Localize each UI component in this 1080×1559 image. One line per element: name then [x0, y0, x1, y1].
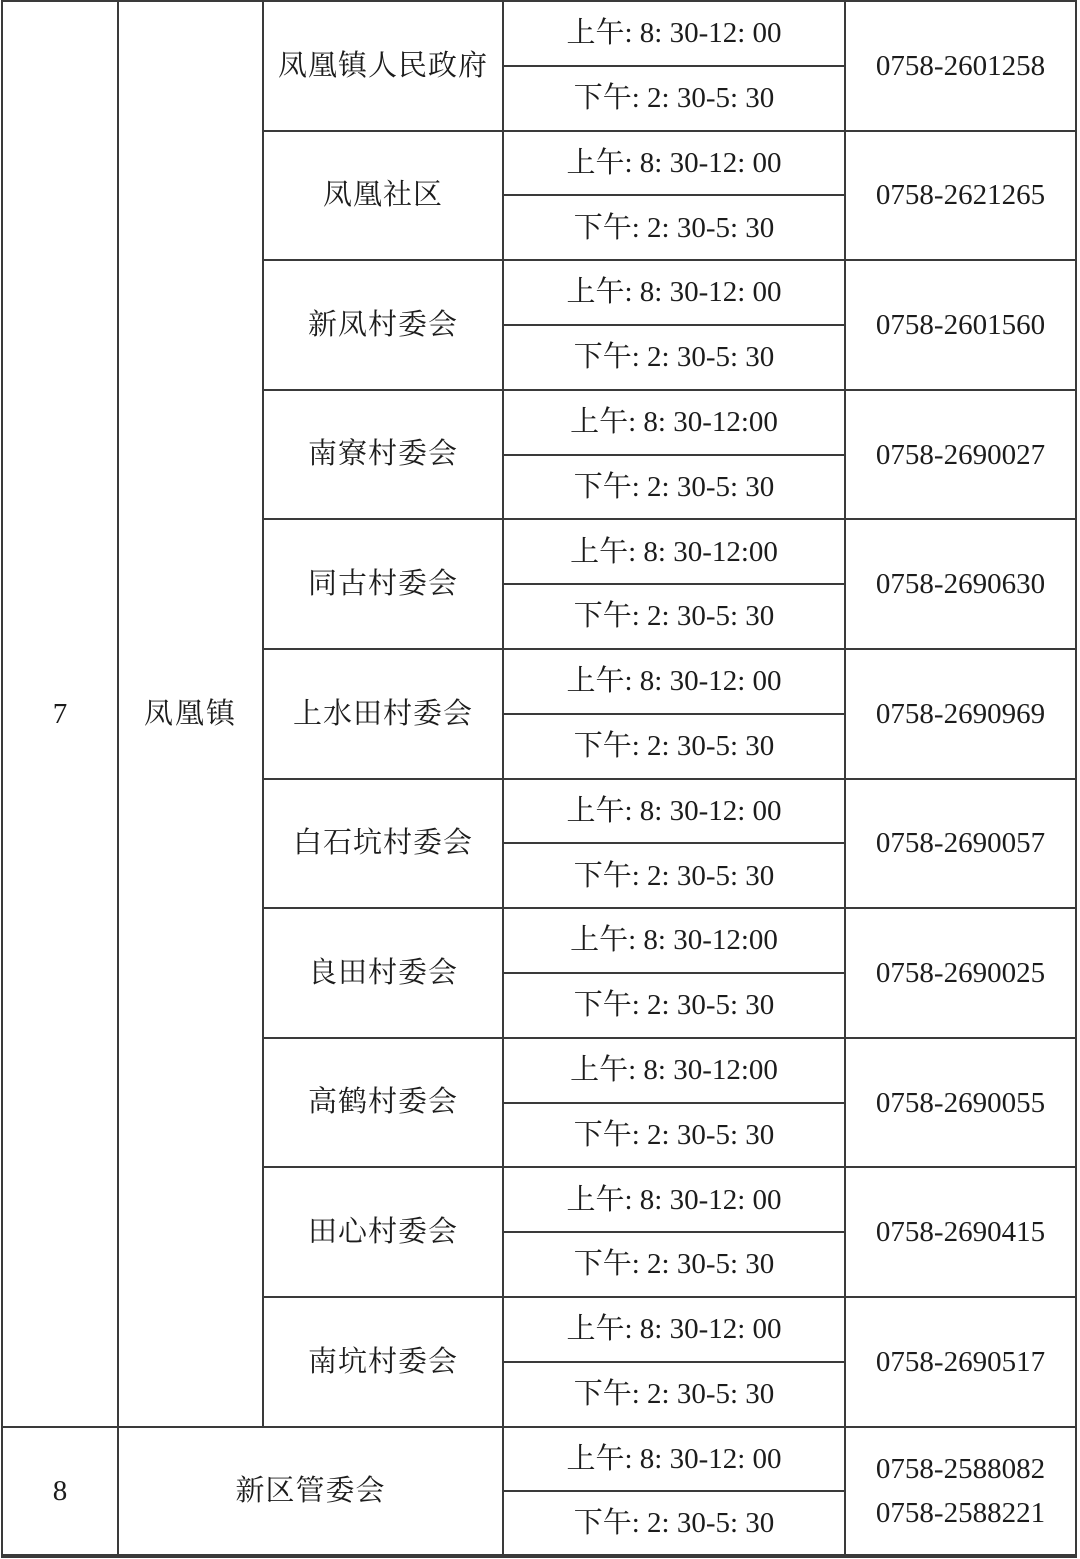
afternoon-hours-cell: 下午: 2: 30-5: 30	[503, 1232, 845, 1297]
office-hours-table-body	[2, 1, 1076, 1556]
site-name-cell: 良田村委会	[263, 908, 503, 1038]
afternoon-hours-cell: 下午: 2: 30-5: 30	[503, 1103, 845, 1168]
phone-number: 0758-2690057	[875, 827, 1046, 860]
table-row	[2, 1, 1076, 66]
morning-hours-cell: 上午: 8: 30-12: 00	[503, 1297, 845, 1362]
phone-cell	[845, 519, 1076, 649]
site-name-cell: 白石坑村委会	[263, 779, 503, 909]
morning-hours-cell: 上午: 8: 30-12: 00	[503, 131, 845, 196]
seq-cell: 7	[2, 1, 118, 1427]
town-cell: 凤凰镇	[118, 1, 263, 1427]
phone-number: 0758-2601560	[875, 308, 1046, 341]
site-name-cell: 凤凰社区	[263, 131, 503, 261]
phone-number: 0758-2601258	[875, 49, 1046, 82]
morning-hours-cell: 上午: 8: 30-12: 00	[503, 1, 845, 66]
afternoon-hours-cell: 下午: 2: 30-5: 30	[503, 973, 845, 1038]
site-name-cell: 南寮村委会	[263, 390, 503, 520]
morning-hours-cell: 上午: 8: 30-12:00	[503, 390, 845, 455]
morning-hours-cell: 上午: 8: 30-12:00	[503, 908, 845, 973]
afternoon-hours-cell: 下午: 2: 30-5: 30	[503, 66, 845, 131]
phone-number: 0758-2588082	[875, 1452, 1046, 1485]
phone-cell	[845, 131, 1076, 261]
afternoon-hours-cell: 下午: 2: 30-5: 30	[503, 1491, 845, 1556]
site-name-cell: 新凤村委会	[263, 260, 503, 390]
afternoon-hours-cell: 下午: 2: 30-5: 30	[503, 195, 845, 260]
site-name-cell: 田心村委会	[263, 1167, 503, 1297]
phone-cell	[845, 1167, 1076, 1297]
afternoon-hours-cell: 下午: 2: 30-5: 30	[503, 1362, 845, 1427]
morning-hours-cell: 上午: 8: 30-12: 00	[503, 1427, 845, 1492]
phone-number: 0758-2588221	[875, 1496, 1046, 1529]
phone-cell	[845, 779, 1076, 909]
site-name-cell: 凤凰镇人民政府	[263, 1, 503, 131]
afternoon-hours-cell: 下午: 2: 30-5: 30	[503, 843, 845, 908]
phone-cell	[845, 390, 1076, 520]
phone-number: 0758-2690055	[875, 1086, 1046, 1119]
phone-cell	[845, 1427, 1076, 1557]
afternoon-hours-cell: 下午: 2: 30-5: 30	[503, 714, 845, 779]
phone-number: 0758-2690027	[875, 438, 1046, 471]
phone-number: 0758-2690630	[875, 568, 1046, 601]
morning-hours-cell: 上午: 8: 30-12: 00	[503, 779, 845, 844]
table-row	[2, 1427, 1076, 1492]
afternoon-hours-cell: 下午: 2: 30-5: 30	[503, 325, 845, 390]
phone-number: 0758-2690025	[875, 956, 1046, 989]
site-name-cell: 新区管委会	[118, 1427, 503, 1557]
afternoon-hours-cell: 下午: 2: 30-5: 30	[503, 455, 845, 520]
phone-number: 0758-2690517	[875, 1345, 1046, 1378]
site-name-cell: 同古村委会	[263, 519, 503, 649]
phone-cell	[845, 1038, 1076, 1168]
morning-hours-cell: 上午: 8: 30-12: 00	[503, 260, 845, 325]
afternoon-hours-cell: 下午: 2: 30-5: 30	[503, 584, 845, 649]
phone-cell	[845, 1, 1076, 131]
phone-number: 0758-2690969	[875, 697, 1046, 730]
morning-hours-cell: 上午: 8: 30-12:00	[503, 519, 845, 584]
site-name-cell: 上水田村委会	[263, 649, 503, 779]
phone-cell	[845, 1297, 1076, 1427]
morning-hours-cell: 上午: 8: 30-12:00	[503, 1038, 845, 1103]
morning-hours-cell: 上午: 8: 30-12: 00	[503, 1167, 845, 1232]
office-hours-table	[1, 0, 1077, 1558]
phone-cell	[845, 649, 1076, 779]
phone-cell	[845, 260, 1076, 390]
morning-hours-cell: 上午: 8: 30-12: 00	[503, 649, 845, 714]
phone-number: 0758-2621265	[875, 179, 1046, 212]
phone-number: 0758-2690415	[875, 1216, 1046, 1249]
phone-cell	[845, 908, 1076, 1038]
site-name-cell: 南坑村委会	[263, 1297, 503, 1427]
seq-cell: 8	[2, 1427, 118, 1557]
site-name-cell: 高鹤村委会	[263, 1038, 503, 1168]
